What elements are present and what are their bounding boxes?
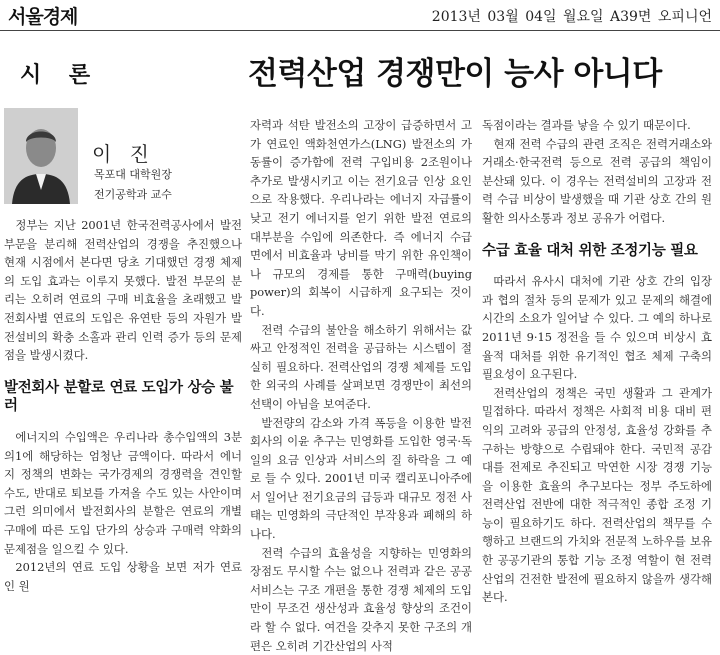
masthead: 서울경제 — [8, 6, 78, 28]
paragraph: 2012년의 연료 도입 상황을 보면 저가 연료인 원 — [4, 560, 242, 593]
paragraph: 자력과 석탄 발전소의 고장이 급증하면서 고가 연료인 액화천연가스(LNG) 발전소의 가동률이 증가함에 전력 구입비용 2조원이나 추가로 발생시키고 이는 전기요금 인상 요인으로 작용했다. 우리나라는 에너지 자급률이 낮고 전기 에너지를 얻기 위한 발전 연료의 대부분을 수입에 의존한다. 즉 에너지 수급 면에서 비효율과 낭비를 막기 위한 유인책이나 규모의 경제를 통한 구매력(buying power)의 회복이 시급하게 요구되는 것이다. — [250, 118, 472, 318]
author-photo — [4, 108, 78, 204]
section-label: 시 론 — [20, 63, 101, 88]
headline: 전력산업 경쟁만이 능사 아니다 — [248, 56, 662, 92]
paragraph: 현재 전력 수급의 관련 조직은 전력거래소와 거래소·한국전력 등으로 전력 공급의 책임이 분산돼 있다. 이 경우는 전력설비의 고장과 전력 수급 비상이 발생했을 때 기관 상호 간의 원활한 의사소통과 정보 공유가 어렵다. — [482, 136, 712, 225]
paragraph: 정부는 지난 2001년 한국전력공사에서 발전 부문을 분리해 전력산업의 경쟁을 추진했으나 현재 시점에서 본다면 당초 기대했던 경쟁 체제의 도입 효과는 이루지 못했다. 발전 부문의 분리는 오히려 연료의 구매 비효율을 초래했고 발전회사별 연료의 도입은 유연탄 등의 자원가 발전설비의 확충 소홀과 관리 인력 증가 등의 문제점을 발생시켰다. — [4, 218, 242, 363]
paragraph: 에너지의 수입액은 우리나라 총수입액의 3분의1에 해당하는 엄청난 금액이다. 따라서 에너지 정책의 변화는 국가경제의 경쟁력을 견인할 수도, 반대로 퇴보를 가져올 수도 있는 사안이며 그런 의미에서 발전회사의 분할은 연료의 개별 구매에 따른 도입 단가의 상승과 구매력 약화의 문제점을 일으킬 수 있다. — [4, 429, 242, 556]
paragraph: 따라서 유사시 대처에 기관 상호 간의 입장과 협의 절차 등의 문제가 있고 문제의 해결에 시간의 소요가 일어날 수 있다. 그 예의 하나로 2011년 9·15 정전을 들 수 있으며 비상시 효율적 대처를 위한 유기적인 협조 체제 구축의 필요성이 요구된다. — [482, 274, 712, 382]
subheading: 발전회사 분할로 연료 도입가 상승 불러 — [4, 379, 234, 415]
paragraph: 독점이라는 결과를 낳을 수 있기 때문이다. — [482, 118, 691, 132]
column-2 — [250, 116, 472, 655]
author-title: 전기공학과 교수 — [94, 188, 172, 201]
column-1 — [4, 216, 242, 595]
author-name: 이 진 — [92, 142, 155, 166]
paragraph: 전력산업의 정책은 국민 생활과 그 관계가 밀접하다. 따라서 정책은 사회적 비용 대비 편익의 고려와 공급의 안정성, 효율성 강화를 추구하는 방향으로 수립돼야 한다. 국민적 공감대를 전제로 추진되고 막연한 시장 경쟁 기능을 이용한 효율의 추구보다는 정부 주도하에 전력산업 전반에 대한 적극적인 종합 조정 기능이 필요하기도 하다. 전력산업의 책무를 수행하고 브랜드의 가치와 전문적 노하우를 보유한 공공기관의 통합 기능 조정 역할이 현 전력산업의 건전한 발전에 필요하지 않을까 생각해본다. — [482, 385, 712, 605]
dateline: 2013년 03월 04일 월요일 A39면 오피니언 — [431, 9, 712, 25]
header-rule — [0, 30, 720, 31]
paragraph: 발전량의 감소와 가격 폭등을 이용한 발전회사의 이윤 추구는 민영화를 도입한 영국·독일의 요금 인상과 서비스의 질 하락을 그 예로 들 수 있다. 2001년 미국 캘리포니아주에서 일어난 전기요금의 급등과 대규모 정전 사태는 민영화의 극단적인 부작용과 폐해의 하나다. — [250, 415, 472, 542]
paragraph: 전력 수급의 효율성을 지향하는 민영화의 장점도 무시할 수는 없으나 전력과 같은 공공 서비스는 구조 개편을 통한 경쟁 체제의 도입만이 무조건 생산성과 효율성 향상의 조건이라 할 수 없다. 여건을 갖추지 못한 구조의 개편은 오히려 기간산업의 사적 — [250, 545, 472, 653]
author-affiliation: 목포대 대학원장 — [94, 168, 172, 181]
paragraph: 전력 수급의 불안을 해소하기 위해서는 값싸고 안정적인 전력을 공급하는 시스템이 절실히 필요하다. 전력산업의 경쟁 체제를 도입한 외국의 사례를 살펴보면 경쟁만이 최선의 선택이 아님을 보여준다. — [250, 322, 472, 411]
column-3 — [482, 116, 712, 607]
subheading: 수급 효율 대처 위한 조정기능 필요 — [482, 242, 698, 259]
